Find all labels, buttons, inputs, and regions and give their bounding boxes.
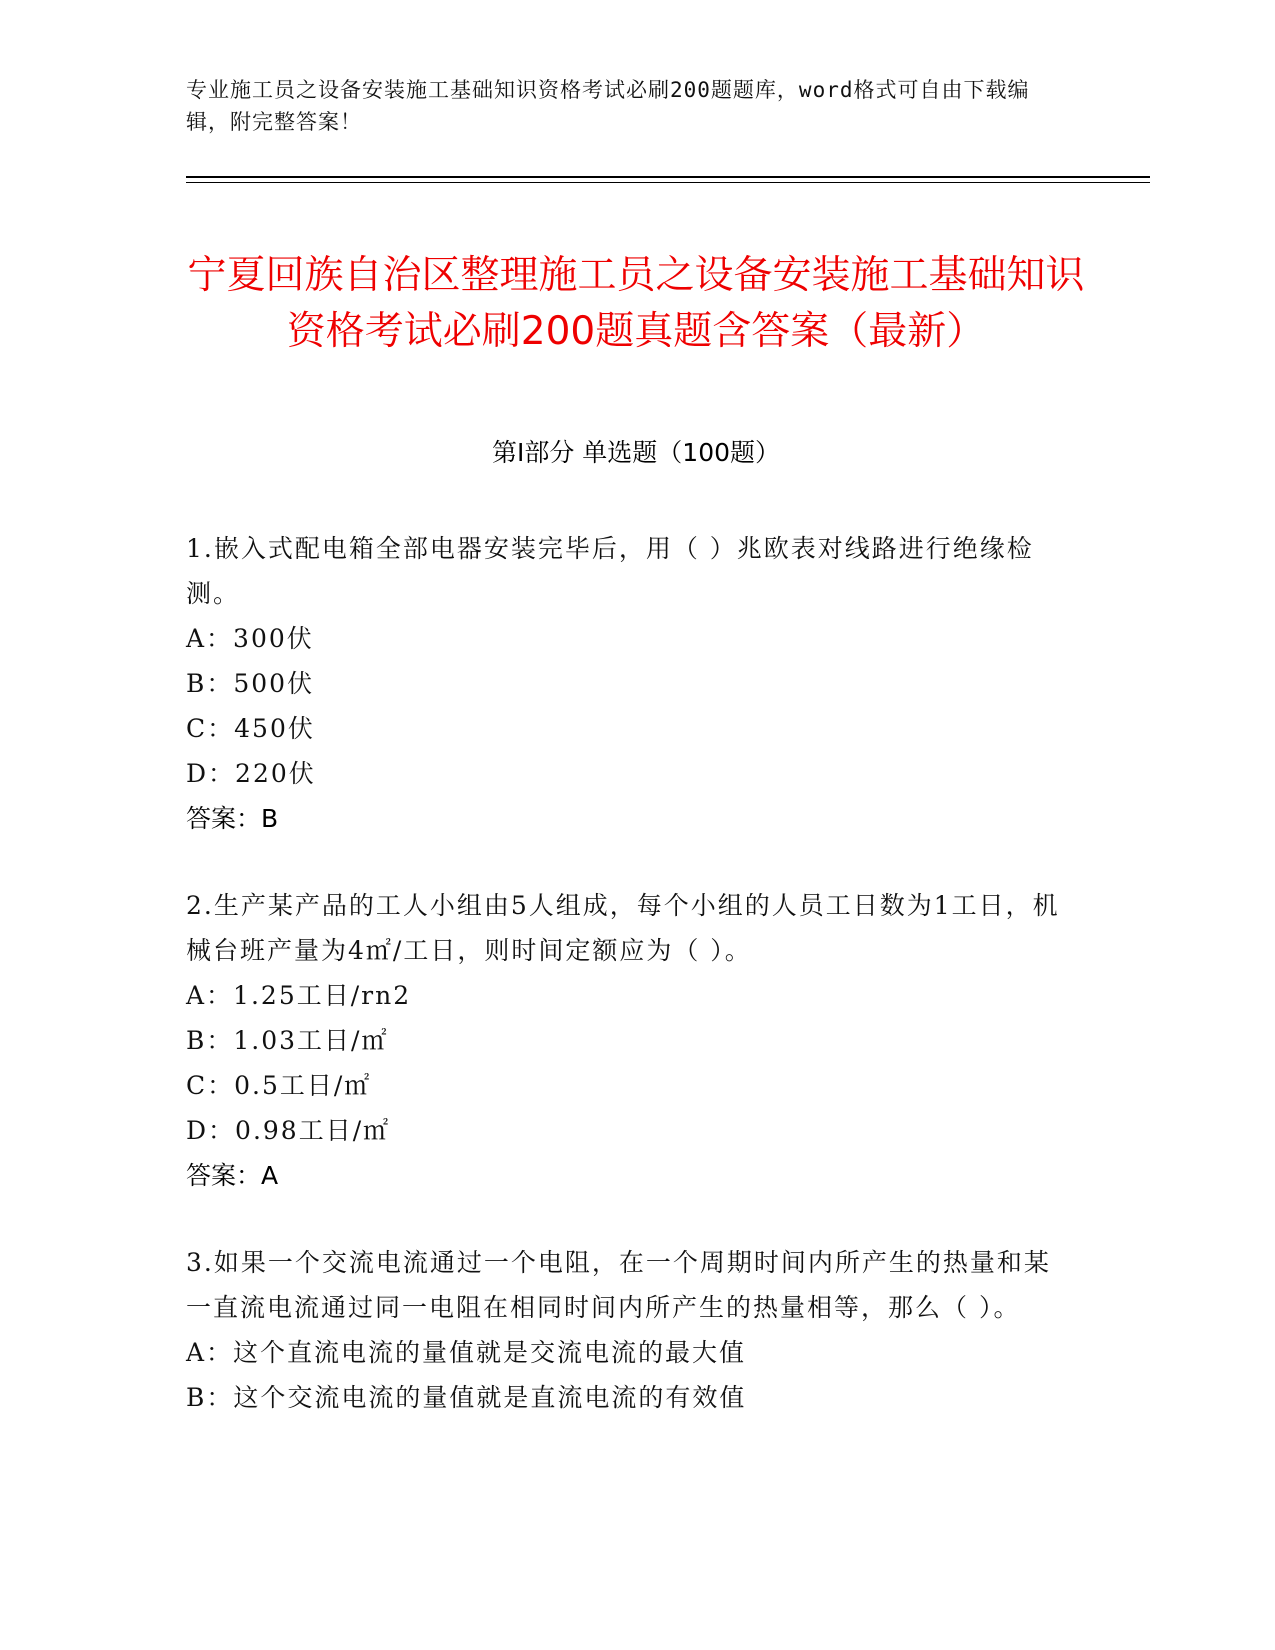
- option-a: A：这个直流电流的量值就是交流电流的最大值: [186, 1338, 747, 1367]
- option-a: A：300伏: [186, 624, 314, 653]
- header-note: 专业施工员之设备安装施工基础知识资格考试必刷200题题库，word格式可自由下载编辑，附完整答案！: [186, 78, 1030, 134]
- option-d: D：0.98工日/㎡: [186, 1116, 391, 1145]
- option-b: B：1.03工日/㎡: [186, 1026, 389, 1055]
- option-c: C：0.5工日/㎡: [186, 1071, 372, 1100]
- answer-line: 答案：B: [186, 804, 279, 833]
- question-stem: 3.如果一个交流电流通过一个电阻，在一个周期时间内所产生的热量和某一直流电流通过同一电阻在相同时间内所产生的热量相等，那么（ ）。: [186, 1248, 1051, 1322]
- question-stem: 1.嵌入式配电箱全部电器安装完毕后，用（ ）兆欧表对线路进行绝缘检测。: [186, 534, 1034, 608]
- option-b: B：这个交流电流的量值就是直流电流的有效值: [186, 1383, 747, 1412]
- option-b: B：500伏: [186, 669, 315, 698]
- question-list: [186, 526, 1066, 1462]
- answer-line: 答案：A: [186, 1161, 279, 1190]
- question-1: [186, 526, 1066, 841]
- option-a: A：1.25工日/rn2: [186, 981, 412, 1010]
- option-c: C：450伏: [186, 714, 315, 743]
- option-d: D：220伏: [186, 759, 316, 788]
- header-divider-thin: [186, 182, 1150, 183]
- question-2: [186, 883, 1066, 1198]
- document-title: 宁夏回族自治区整理施工员之设备安装施工基础知识资格考试必刷200题真题含答案（最新）: [187, 253, 1085, 355]
- question-3: [186, 1240, 1066, 1420]
- question-stem: 2.生产某产品的工人小组由5人组成，每个小组的人员工日数为1工日，机械台班产量为4㎡/工日，则时间定额应为（ ）。: [186, 891, 1060, 965]
- header-divider: [186, 176, 1150, 178]
- section-heading: 第Ⅰ部分 单选题（100题）: [491, 438, 781, 467]
